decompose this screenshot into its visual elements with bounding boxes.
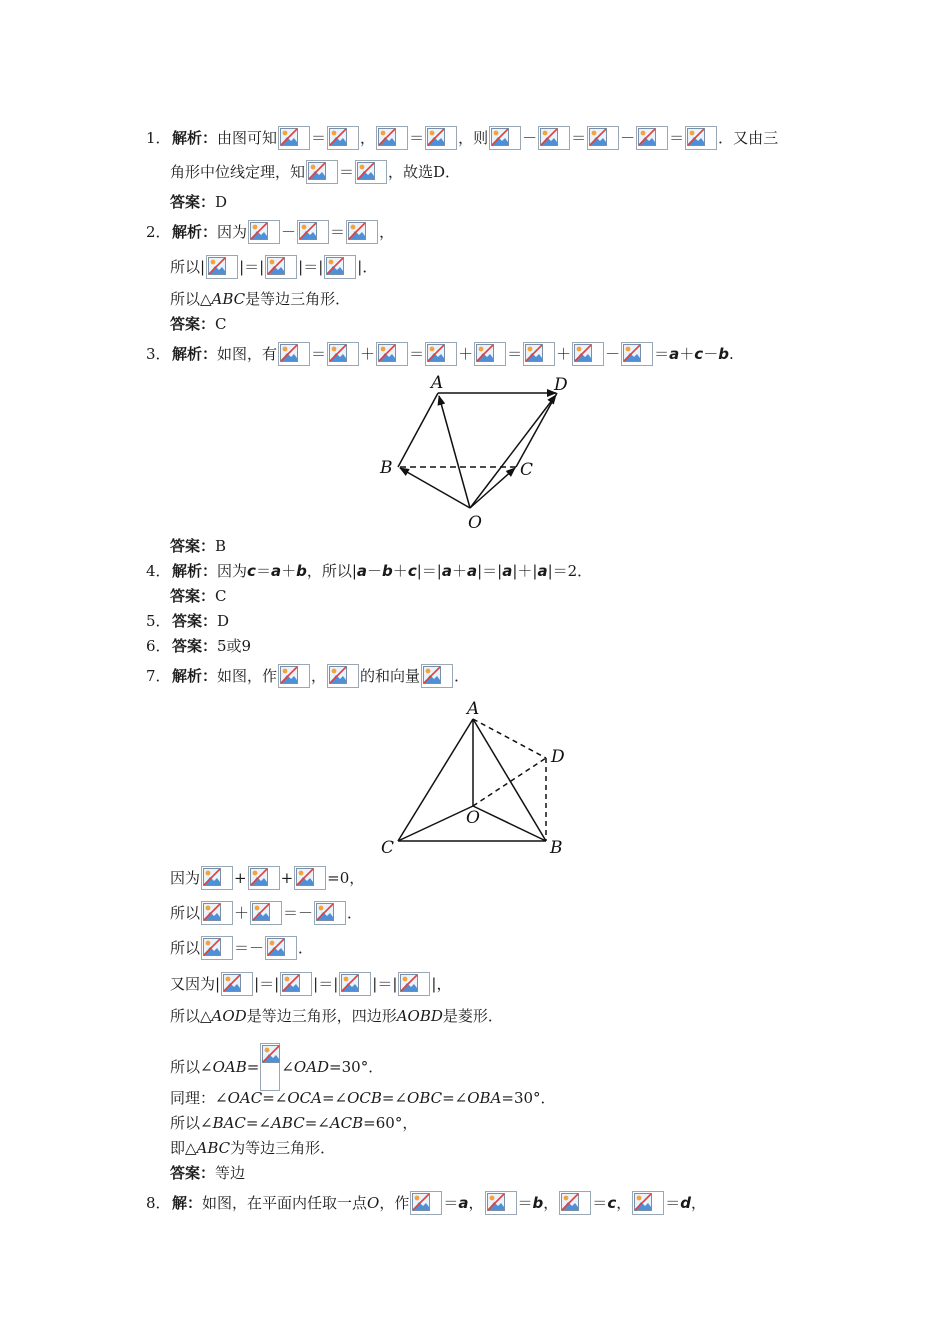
- text: |＋|: [512, 562, 538, 580]
- p7-line2: [170, 866, 364, 890]
- p7-line1: [146, 664, 469, 688]
- p1-answer: [170, 190, 227, 214]
- text: ，: [311, 667, 327, 685]
- segment-CD: [516, 393, 557, 467]
- text: 所以: [170, 904, 201, 922]
- solution-label: 解析：: [172, 129, 218, 147]
- text: =30°．: [329, 1058, 384, 1076]
- text: |＝|: [416, 562, 442, 580]
- text: ∠: [281, 1058, 294, 1076]
- segment-AB: [398, 393, 438, 467]
- text: =60°，: [363, 1114, 418, 1132]
- vector-d: d: [680, 1194, 691, 1212]
- text: =∠: [442, 1089, 468, 1107]
- text: －: [281, 223, 297, 241]
- answer-label: 答案：: [170, 1164, 216, 1182]
- text: ＝－: [283, 904, 314, 922]
- text: ＝: [654, 345, 670, 363]
- broken-image-icon: [248, 220, 280, 244]
- problem-number: 1．: [146, 129, 171, 147]
- p2-answer: [170, 312, 227, 336]
- problem-number: 8．: [146, 1194, 171, 1212]
- text: 因为: [217, 562, 248, 580]
- text: ＋: [234, 904, 250, 922]
- figure-3-vector-diagram: [370, 370, 570, 535]
- text: 如图，作: [217, 667, 278, 685]
- text: AOBD: [396, 1007, 443, 1025]
- text: 即△: [170, 1139, 197, 1157]
- text: 是等边三角形．: [245, 290, 351, 308]
- answer-label: 答案：: [172, 612, 218, 630]
- broken-image-icon: [250, 901, 282, 925]
- text: ＋: [360, 345, 376, 363]
- p7-line9: [170, 1111, 417, 1135]
- broken-image-icon: [278, 126, 310, 150]
- answer-value: 5或9: [217, 637, 252, 655]
- text: 如图，有: [217, 345, 278, 363]
- p7-answer: [170, 1161, 245, 1185]
- broken-image-icon: [346, 220, 378, 244]
- text: ABC: [211, 290, 246, 308]
- broken-image-icon: [327, 342, 359, 366]
- broken-image-icon: [425, 342, 457, 366]
- text: 所以△: [170, 1007, 212, 1025]
- text: ，故选D．: [388, 163, 461, 181]
- p7-line5: [170, 972, 451, 996]
- text: 所以△: [170, 290, 212, 308]
- broken-image-icon: [327, 126, 359, 150]
- text: |＝2．: [547, 562, 593, 580]
- p3-line1: [146, 342, 734, 366]
- answer-label: 答案：: [170, 537, 216, 555]
- broken-image-icon: [201, 901, 233, 925]
- text: ＋: [392, 562, 408, 580]
- text: ＝: [443, 1194, 459, 1212]
- text: ＝: [409, 129, 425, 147]
- text: +: [280, 869, 294, 887]
- text: ．又由三: [718, 129, 779, 147]
- answer-value: C: [215, 315, 227, 333]
- vector-a: a: [502, 562, 513, 580]
- broken-image-icon: [410, 1191, 442, 1215]
- vector-a: a: [669, 345, 680, 363]
- p7-line3: [170, 901, 362, 925]
- vector-a: a: [356, 562, 368, 580]
- text: ＝: [311, 345, 327, 363]
- text: －: [703, 345, 719, 363]
- text: =30°．: [501, 1089, 556, 1107]
- broken-image-icon: [314, 901, 346, 925]
- broken-image-icon: [621, 342, 653, 366]
- text: =0，: [327, 869, 365, 887]
- text: OAD: [293, 1058, 330, 1076]
- broken-image-icon: [221, 972, 253, 996]
- problem-number: 6．: [146, 637, 171, 655]
- broken-image-icon: [632, 1191, 664, 1215]
- text: －: [605, 345, 621, 363]
- point-label-A: A: [431, 373, 444, 393]
- text: OCB: [347, 1089, 382, 1107]
- text: ．: [454, 667, 470, 685]
- text: ，: [360, 129, 376, 147]
- segment-OB: [400, 468, 470, 508]
- text: ．: [298, 939, 314, 957]
- broken-image-icon: [636, 126, 668, 150]
- text: |．: [357, 258, 378, 276]
- vector-a: a: [270, 562, 282, 580]
- broken-image-icon: [294, 866, 326, 890]
- text: 角形中位线定理，知: [170, 163, 306, 181]
- text: ＝: [330, 223, 346, 241]
- text: ABC: [271, 1114, 305, 1132]
- text: 为等边三角形．: [230, 1139, 336, 1157]
- segment-OC: [470, 468, 515, 508]
- point-label-O: O: [466, 808, 480, 828]
- text: 如图，在平面内任取一点: [202, 1194, 368, 1212]
- broken-image-icon: [485, 1191, 517, 1215]
- broken-image-icon: [297, 220, 329, 244]
- text: 由图可知: [217, 129, 278, 147]
- solution-label: 解：: [172, 1194, 203, 1212]
- text: 所以: [170, 939, 201, 957]
- text: ABC: [196, 1139, 231, 1157]
- point-label-C: C: [381, 838, 395, 858]
- p2-line1: [146, 220, 394, 244]
- text: .: [728, 345, 734, 363]
- broken-image-icon: [559, 1191, 591, 1215]
- broken-image-icon: [201, 936, 233, 960]
- broken-image-icon: [572, 342, 604, 366]
- text: 是菱形．: [442, 1007, 503, 1025]
- broken-image-icon: [327, 664, 359, 688]
- broken-image-icon: [280, 972, 312, 996]
- text: |＝|: [313, 975, 339, 993]
- text: ACB: [329, 1114, 364, 1132]
- vector-a: a: [441, 562, 452, 580]
- text: ＝: [311, 129, 327, 147]
- vector-b: b: [296, 562, 307, 580]
- point-label-D: D: [554, 375, 568, 395]
- broken-image-icon: [260, 1043, 280, 1091]
- text: ＝－: [234, 939, 265, 957]
- text: |＝|: [254, 975, 280, 993]
- text: －: [620, 129, 636, 147]
- p5-answer: [146, 609, 229, 633]
- answer-value: D: [215, 193, 228, 211]
- broken-image-icon: [306, 160, 338, 184]
- text: 因为: [217, 223, 248, 241]
- vector-c: c: [407, 562, 417, 580]
- text: 因为: [170, 869, 201, 887]
- text: 又因为|: [170, 975, 221, 993]
- text: =∠: [381, 1089, 408, 1107]
- text: ＝: [517, 1194, 533, 1212]
- text: OBA: [467, 1089, 502, 1107]
- text: 是等边三角形，四边形: [246, 1007, 397, 1025]
- p1-line2: [170, 160, 460, 184]
- p7-line4: [170, 936, 313, 960]
- text: BAC: [212, 1114, 246, 1132]
- text: OCA: [287, 1089, 322, 1107]
- p2-line2: [170, 255, 377, 279]
- text: |＝|: [239, 258, 265, 276]
- text: =: [246, 1058, 260, 1076]
- solution-label: 解析：: [172, 345, 218, 363]
- text: ＝: [571, 129, 587, 147]
- text: +: [234, 869, 247, 887]
- vector-b: b: [382, 562, 393, 580]
- vector-b: b: [532, 1194, 544, 1212]
- vector-a: a: [466, 562, 478, 580]
- text: OAB: [212, 1058, 247, 1076]
- text: 所以∠: [170, 1058, 213, 1076]
- text: ，所以|: [306, 562, 357, 580]
- vector-a: a: [537, 562, 548, 580]
- solution-label: 解析：: [172, 562, 218, 580]
- broken-image-icon: [201, 866, 233, 890]
- text: ，: [616, 1194, 632, 1212]
- broken-image-icon: [425, 126, 457, 150]
- p7-line7: [170, 1043, 383, 1091]
- p4-answer: [170, 584, 227, 608]
- text: ．: [347, 904, 363, 922]
- broken-image-icon: [339, 972, 371, 996]
- text: ＝: [592, 1194, 608, 1212]
- text: AOD: [211, 1007, 247, 1025]
- problem-number: 3．: [146, 345, 171, 363]
- answer-label: 答案：: [170, 587, 216, 605]
- text: 的和向量: [360, 667, 421, 685]
- answer-value: C: [215, 587, 227, 605]
- text: ＋: [281, 562, 297, 580]
- vector-c: c: [247, 562, 256, 580]
- text: =∠: [304, 1114, 330, 1132]
- text: －: [522, 129, 538, 147]
- broken-image-icon: [206, 255, 238, 279]
- text: ，: [691, 1194, 707, 1212]
- p7-line10: [170, 1136, 335, 1160]
- text: 同理：∠: [170, 1089, 228, 1107]
- p3-answer: [170, 534, 226, 558]
- text: ，: [543, 1194, 559, 1212]
- text: ，作: [379, 1194, 410, 1212]
- text: －: [367, 562, 383, 580]
- text: |＝|: [372, 975, 398, 993]
- broken-image-icon: [278, 342, 310, 366]
- text: ＝: [255, 562, 271, 580]
- segment-OD: [473, 758, 546, 806]
- broken-image-icon: [474, 342, 506, 366]
- text: ，: [379, 223, 395, 241]
- segment-OA: [439, 396, 470, 508]
- text: ＝: [665, 1194, 681, 1212]
- text: |＝|: [298, 258, 324, 276]
- text: |＝|: [477, 562, 503, 580]
- p7-line6: [170, 1004, 503, 1028]
- text: =∠: [262, 1089, 288, 1107]
- broken-image-icon: [265, 936, 297, 960]
- solution-label: 解析：: [172, 223, 218, 241]
- broken-image-icon: [376, 126, 408, 150]
- p7-line8: [170, 1086, 556, 1110]
- answer-label: 答案：: [170, 193, 216, 211]
- text: ＋: [679, 345, 695, 363]
- point-label-O: O: [468, 513, 482, 533]
- vector-c: c: [607, 1194, 617, 1212]
- text: OAC: [227, 1089, 263, 1107]
- answer-value: 等边: [215, 1164, 246, 1182]
- answer-label: 答案：: [170, 315, 216, 333]
- broken-image-icon: [278, 664, 310, 688]
- broken-image-icon: [523, 342, 555, 366]
- text: ＋: [458, 345, 474, 363]
- broken-image-icon: [421, 664, 453, 688]
- text: ＋: [451, 562, 467, 580]
- p8-line1: [146, 1191, 706, 1215]
- p1-line1: [146, 126, 778, 150]
- vector-a: a: [458, 1194, 469, 1212]
- text: =∠: [321, 1089, 348, 1107]
- figure-7-triangle-diagram: [375, 695, 575, 860]
- broken-image-icon: [398, 972, 430, 996]
- p6-answer: [146, 634, 251, 658]
- text: OBC: [407, 1089, 443, 1107]
- point-label-A: A: [467, 699, 480, 719]
- text: ＝: [339, 163, 355, 181]
- p4-line1: [146, 559, 592, 583]
- text: ＝: [409, 345, 425, 363]
- problem-number: 2．: [146, 223, 171, 241]
- text: ，则: [458, 129, 489, 147]
- point-label-D: D: [551, 747, 565, 767]
- broken-image-icon: [376, 342, 408, 366]
- broken-image-icon: [587, 126, 619, 150]
- text: ＝: [669, 129, 685, 147]
- answer-value: D: [217, 612, 230, 630]
- text: |，: [431, 975, 452, 993]
- vector-b: b: [718, 345, 729, 363]
- text: O: [367, 1194, 380, 1212]
- p2-line3: [170, 287, 350, 311]
- text: ＝: [507, 345, 523, 363]
- point-label-C: C: [520, 460, 534, 480]
- problem-number: 5．: [146, 612, 171, 630]
- answer-value: B: [215, 537, 227, 555]
- problem-number: 7．: [146, 667, 171, 685]
- answer-label: 答案：: [172, 637, 218, 655]
- broken-image-icon: [265, 255, 297, 279]
- broken-image-icon: [685, 126, 717, 150]
- point-label-B: B: [380, 458, 393, 478]
- problem-number: 4．: [146, 562, 171, 580]
- broken-image-icon: [538, 126, 570, 150]
- segment-OD: [470, 395, 556, 508]
- text: ，: [468, 1194, 484, 1212]
- broken-image-icon: [324, 255, 356, 279]
- vector-c: c: [694, 345, 704, 363]
- broken-image-icon: [355, 160, 387, 184]
- text: ＋: [556, 345, 572, 363]
- text: =∠: [245, 1114, 272, 1132]
- solution-label: 解析：: [172, 667, 218, 685]
- broken-image-icon: [489, 126, 521, 150]
- text: 所以|: [170, 258, 206, 276]
- text: 所以∠: [170, 1114, 213, 1132]
- broken-image-icon: [248, 866, 280, 890]
- point-label-B: B: [550, 838, 563, 858]
